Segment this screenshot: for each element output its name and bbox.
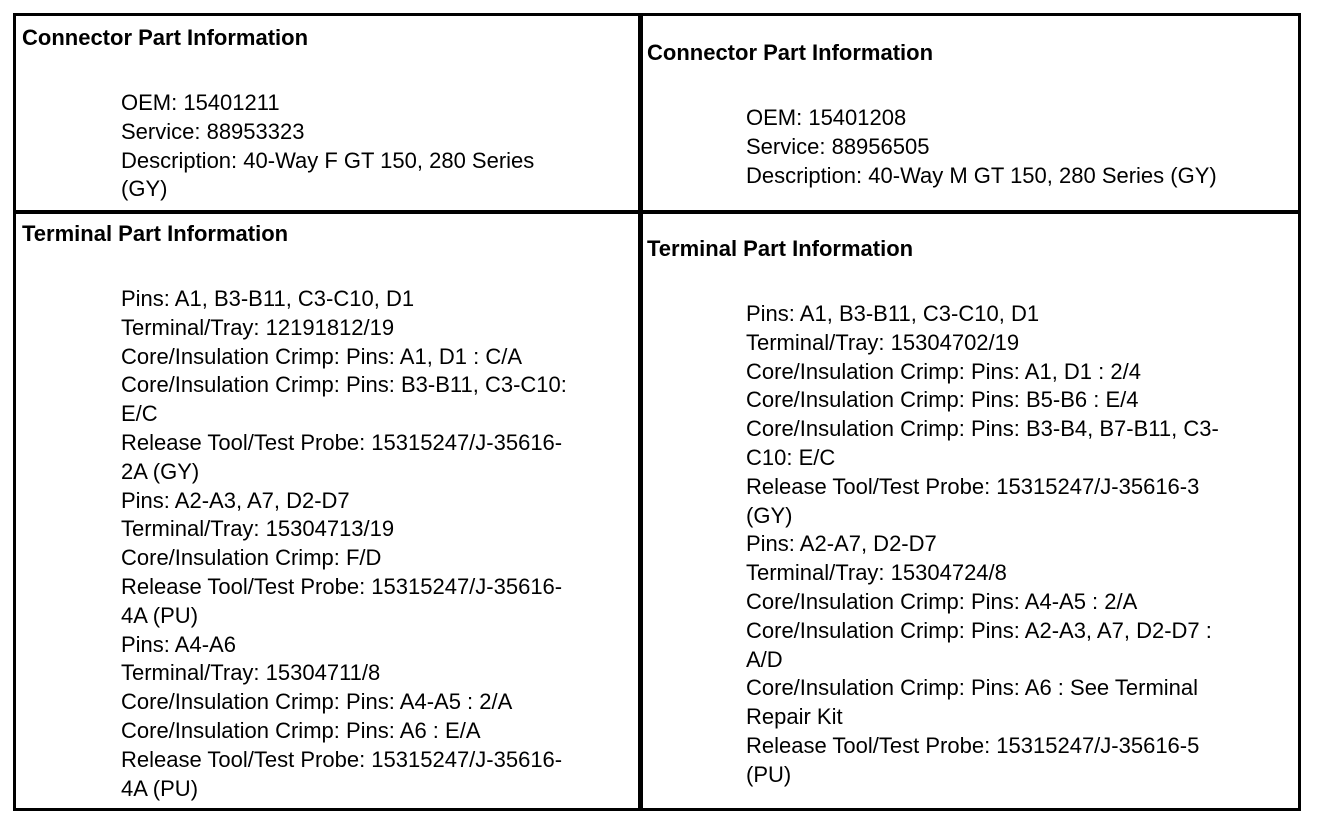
detail-line: Core/Insulation Crimp: Pins: B3-B11, C3-C10: [121,372,567,398]
detail-line: Core/Insulation Crimp: Pins: A4-A5 : 2/A [121,689,513,715]
right-terminal-details [746,300,1219,790]
detail-line: Pins: A1, B3-B11, C3-C10, D1 [746,301,1040,326]
detail-line: Description: 40-Way M GT 150, 280 Series (GY) [746,162,1217,188]
right-connector-cell [647,40,1217,190]
detail-line: Core/Insulation Crimp: Pins: B5-B6 : E/4 [746,387,1139,413]
detail-line: 4A (PU) [121,775,199,801]
right-connector-details [746,104,1217,190]
left-connector-details [121,89,534,204]
detail-line: Terminal/Tray: 15304713/19 [121,516,395,542]
detail-line: OEM: 15401211 [121,90,280,115]
row-divider-left [16,210,641,214]
row-divider-right [641,210,1301,214]
detail-line: Service: 88956505 [746,133,930,159]
detail-line: Core/Insulation Crimp: Pins: A6 : E/A [121,717,481,743]
detail-line: Terminal/Tray: 12191812/19 [121,314,395,340]
detail-line: Release Tool/Test Probe: 15315247/J-35616-5 [746,732,1200,758]
detail-line: Core/Insulation Crimp: Pins: A1, D1 : C/A [121,343,523,369]
detail-line: Core/Insulation Crimp: Pins: A6 : See Terminal [746,675,1199,701]
detail-line: Terminal/Tray: 15304702/19 [746,329,1020,355]
detail-line: Terminal/Tray: 15304711/8 [121,660,381,686]
detail-line: Core/Insulation Crimp: Pins: B3-B4, B7-B11, C3- [746,416,1219,442]
detail-line: (GY) [746,502,793,528]
left-terminal-heading: Terminal Part Information [22,221,289,246]
detail-line: Release Tool/Test Probe: 15315247/J-35616-3 [746,473,1200,499]
connector-info-table [13,13,1301,811]
right-terminal-heading: Terminal Part Information [647,236,914,261]
detail-line: Core/Insulation Crimp: Pins: A2-A3, A7, D2-D7 : [746,617,1212,643]
detail-line: A/D [746,646,783,672]
column-divider [638,16,643,808]
detail-line: 4A (PU) [121,602,199,628]
detail-line: E/C [121,401,158,427]
right-connector-heading: Connector Part Information [647,40,934,65]
left-connector-heading: Connector Part Information [22,25,309,50]
detail-line: C10: E/C [746,444,836,470]
detail-line: Pins: A2-A7, D2-D7 [746,531,937,557]
left-terminal-details [121,285,567,803]
detail-line: Core/Insulation Crimp: Pins: A1, D1 : 2/4 [746,358,1141,384]
detail-line: Release Tool/Test Probe: 15315247/J-35616- [121,746,563,772]
detail-line: OEM: 15401208 [746,105,907,130]
left-connector-cell [22,25,534,204]
detail-line: Release Tool/Test Probe: 15315247/J-35616- [121,429,563,455]
detail-line: Core/Insulation Crimp: F/D [121,545,382,571]
right-terminal-cell [647,236,1219,790]
detail-line: Repair Kit [746,704,843,730]
detail-line: Core/Insulation Crimp: Pins: A4-A5 : 2/A [746,588,1138,614]
detail-line: Description: 40-Way F GT 150, 280 Series [121,147,535,173]
detail-line: (PU) [746,761,792,787]
detail-line: (GY) [121,176,168,202]
detail-line: 2A (GY) [121,458,200,484]
left-terminal-cell [22,221,567,803]
detail-line: Pins: A2-A3, A7, D2-D7 [121,487,350,513]
detail-line: Pins: A1, B3-B11, C3-C10, D1 [121,286,415,311]
detail-line: Pins: A4-A6 [121,631,236,657]
detail-line: Service: 88953323 [121,118,305,144]
detail-line: Release Tool/Test Probe: 15315247/J-35616- [121,573,563,599]
detail-line: Terminal/Tray: 15304724/8 [746,560,1007,586]
